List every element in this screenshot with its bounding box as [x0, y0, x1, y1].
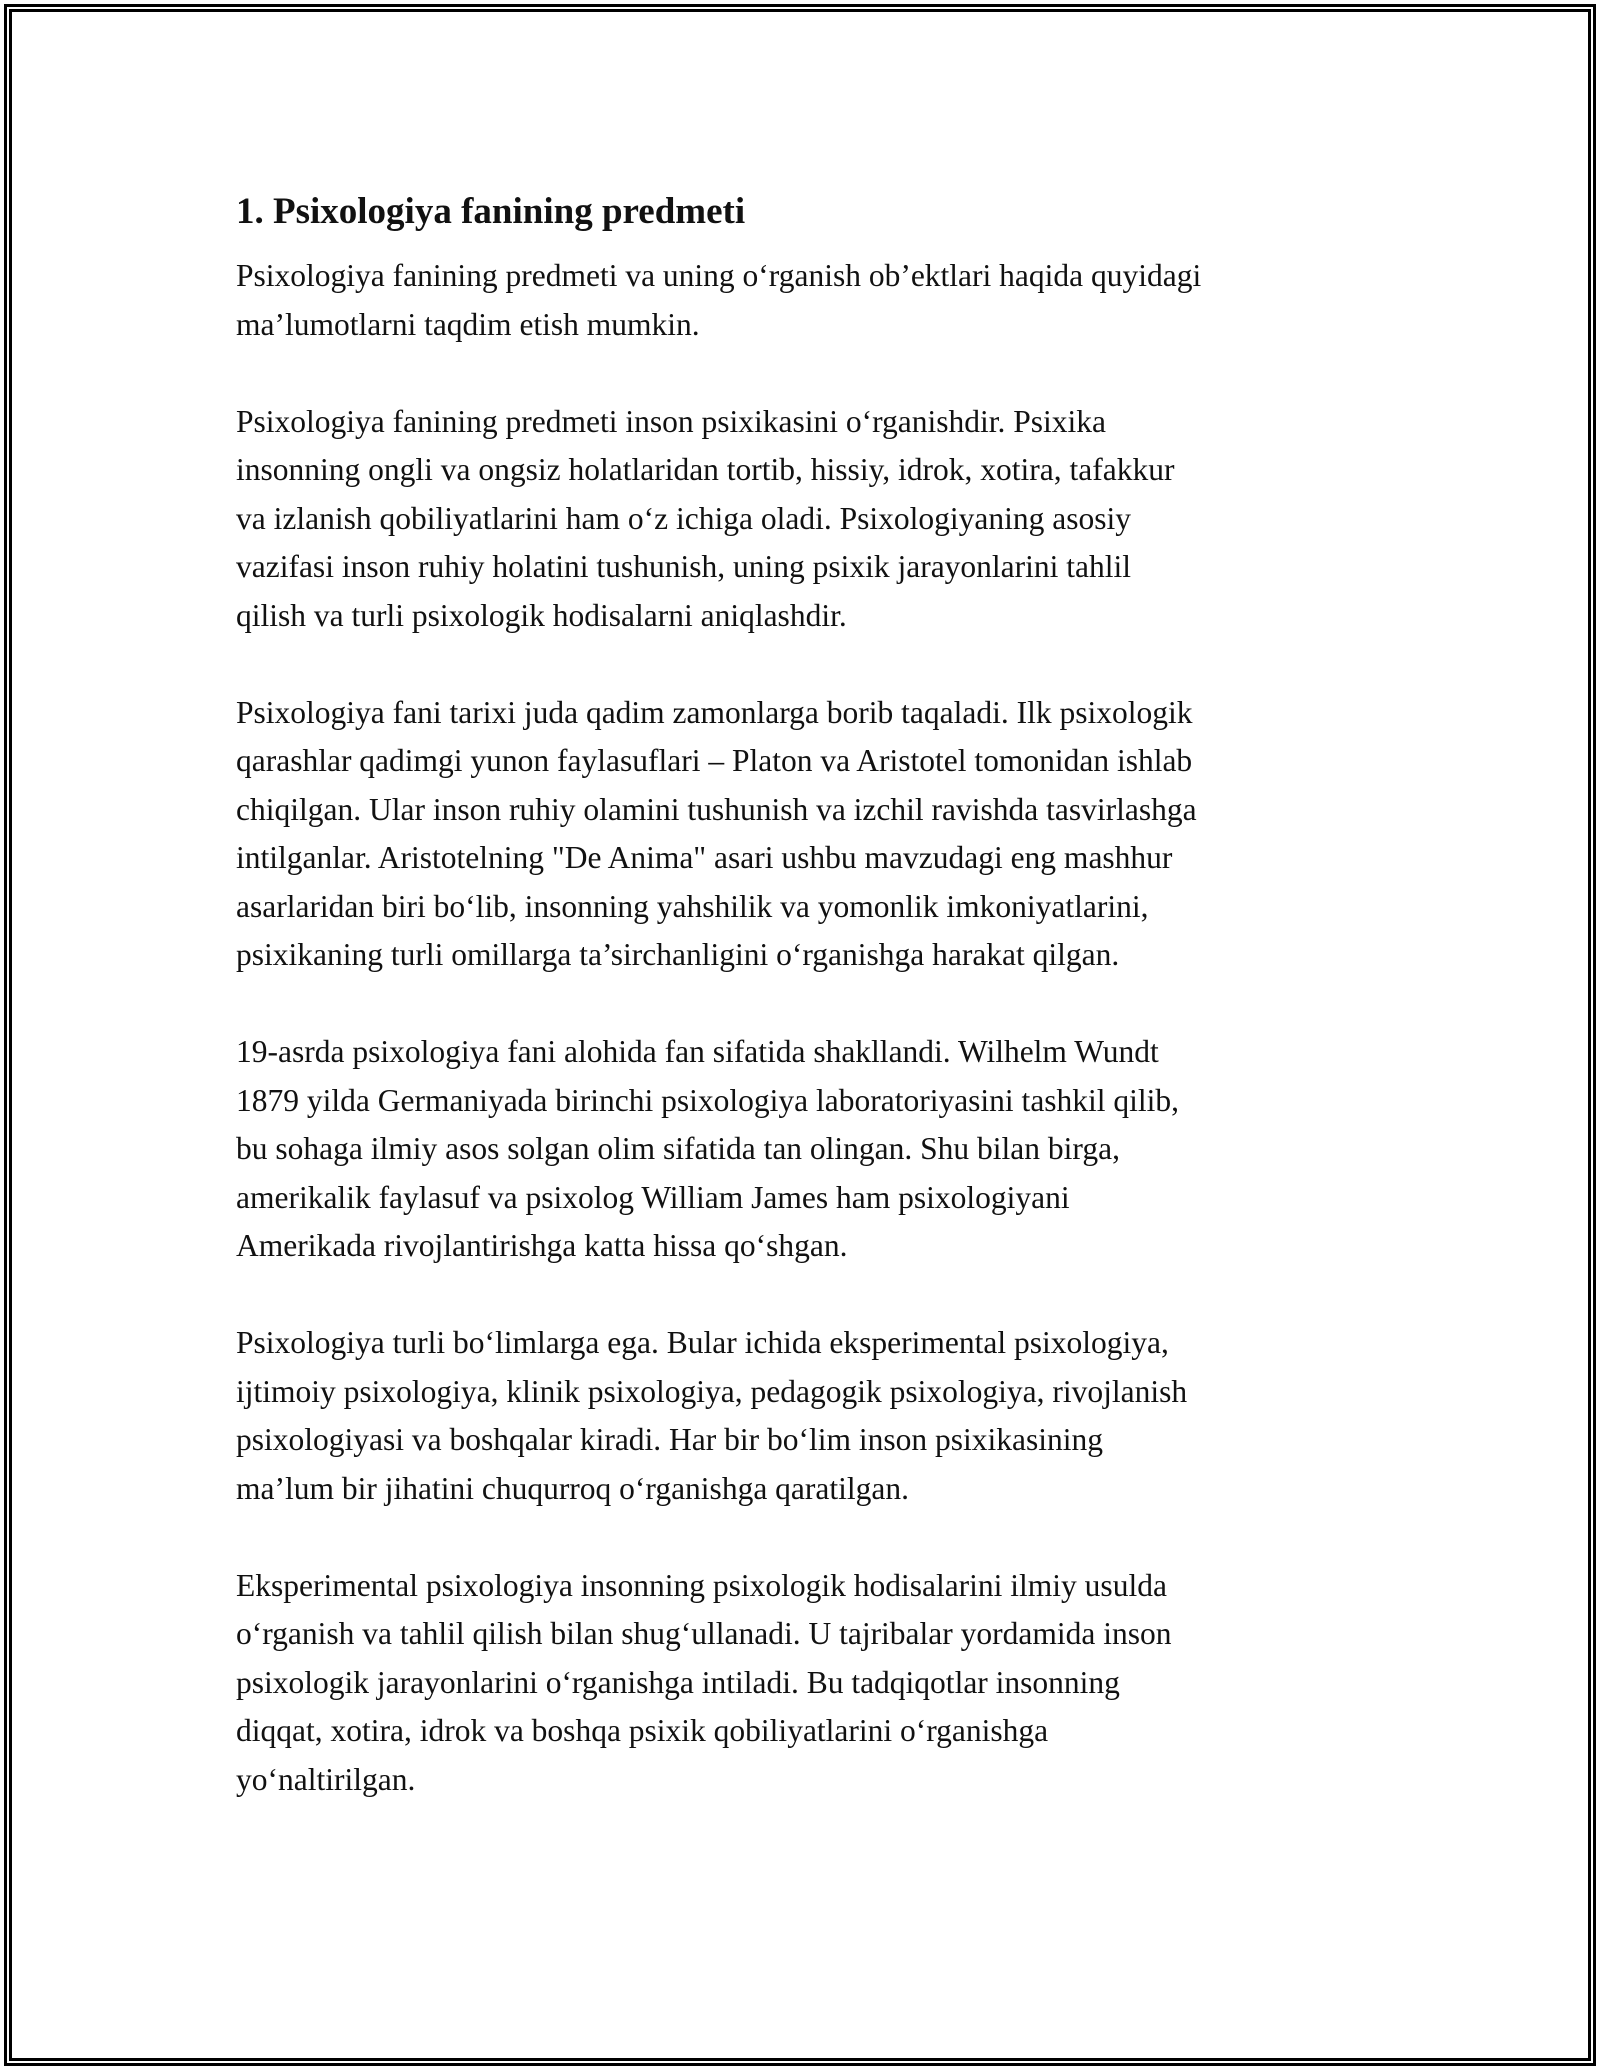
paragraph-line: Psixologiya fanining predmeti va uning o‘rganish ob’ektlari haqida quyidagi — [236, 258, 1202, 293]
paragraph-line: qilish va turli psixologik hodisalarni aniqlashdir. — [236, 597, 847, 633]
paragraph-line: yo‘naltirilgan. — [236, 1761, 416, 1797]
paragraph-line: Psixologiya turli bo‘limlarga ega. Bular ichida eksperimental psixologiya, — [236, 1325, 1169, 1360]
paragraph-line: Psixologiya fanining predmeti inson psixikasini o‘rganishdir. Psixika — [236, 403, 1107, 439]
paragraph-line: vazifasi inson ruhiy holatini tushunish, uning psixik jarayonlarini tahlil — [236, 549, 1132, 584]
paragraph-2 — [236, 398, 1376, 641]
paragraph-line: psixikaning turli omillarga ta’sirchanligini o‘rganishga harakat qilgan. — [236, 937, 1120, 972]
paragraph-line: o‘rganish va tahlil qilish bilan shug‘ullanadi. U tajribalar yordamida inson — [236, 1616, 1172, 1651]
paragraph-3 — [236, 689, 1376, 980]
paragraph-line: qarashlar qadimgi yunon faylasuflari – Platon va Aristotel tomonidan ishlab — [236, 743, 1193, 778]
paragraph-line: insonning ongli va ongsiz holatlaridan tortib, hissiy, idrok, xotira, tafakkur — [236, 452, 1175, 487]
paragraph-line: intilganlar. Aristotelning "De Anima" asari ushbu mavzudagi eng mashhur — [236, 840, 1173, 875]
paragraph-line: amerikalik faylasuf va psixolog William James ham psixologiyani — [236, 1179, 1070, 1215]
paragraph-line: bu sohaga ilmiy asos solgan olim sifatida tan olingan. Shu bilan birga, — [236, 1131, 1120, 1166]
paragraph-line: Psixologiya fani tarixi juda qadim zamonlarga borib taqaladi. Ilk psixologik — [236, 694, 1193, 730]
paragraph-line: psixologiyasi va boshqalar kiradi. Har bir bo‘lim inson psixikasining — [236, 1422, 1104, 1457]
paragraph-1 — [236, 252, 1376, 349]
paragraph-line: psixologik jarayonlarini o‘rganishga intiladi. Bu tadqiqotlar insonning — [236, 1664, 1120, 1700]
paragraph-line: asarlaridan biri bo‘lib, insonning yahshilik va yomonlik imkoniyatlarini, — [236, 888, 1149, 924]
paragraph-line: Eksperimental psixologiya insonning psixologik hodisalarini ilmiy usulda — [236, 1567, 1167, 1603]
paragraph-5 — [236, 1319, 1376, 1513]
paragraph-line: va izlanish qobiliyatlarini ham o‘z ichiga oladi. Psixologiyaning asosiy — [236, 500, 1131, 536]
paragraph-line: 19-asrda psixologiya fani alohida fan sifatida shakllandi. Wilhelm Wundt — [236, 1034, 1159, 1069]
paragraph-line: Amerikada rivojlantirishga katta hissa qo‘shgan. — [236, 1228, 848, 1263]
paragraph-4 — [236, 1028, 1376, 1271]
paragraph-line: diqqat, xotira, idrok va boshqa psixik qobiliyatlarini o‘rganishga — [236, 1713, 1049, 1748]
paragraph-line: chiqilgan. Ular inson ruhiy olamini tushunish va izchil ravishda tasvirlashga — [236, 791, 1197, 827]
paragraph-line: ma’lumotlarni taqdim etish mumkin. — [236, 306, 700, 342]
paragraph-line: ijtimoiy psixologiya, klinik psixologiya, pedagogik psixologiya, rivojlanish — [236, 1373, 1188, 1409]
document-title: 1. Psixologiya fanining predmeti — [236, 191, 746, 232]
paragraph-6 — [236, 1562, 1376, 1805]
paragraph-line: 1879 yilda Germaniyada birinchi psixologiya laboratoriyasini tashkil qilib, — [236, 1082, 1180, 1118]
document-body — [236, 188, 1376, 1853]
paragraph-line: ma’lum bir jihatini chuqurroq o‘rganishga qaratilgan. — [236, 1470, 909, 1506]
